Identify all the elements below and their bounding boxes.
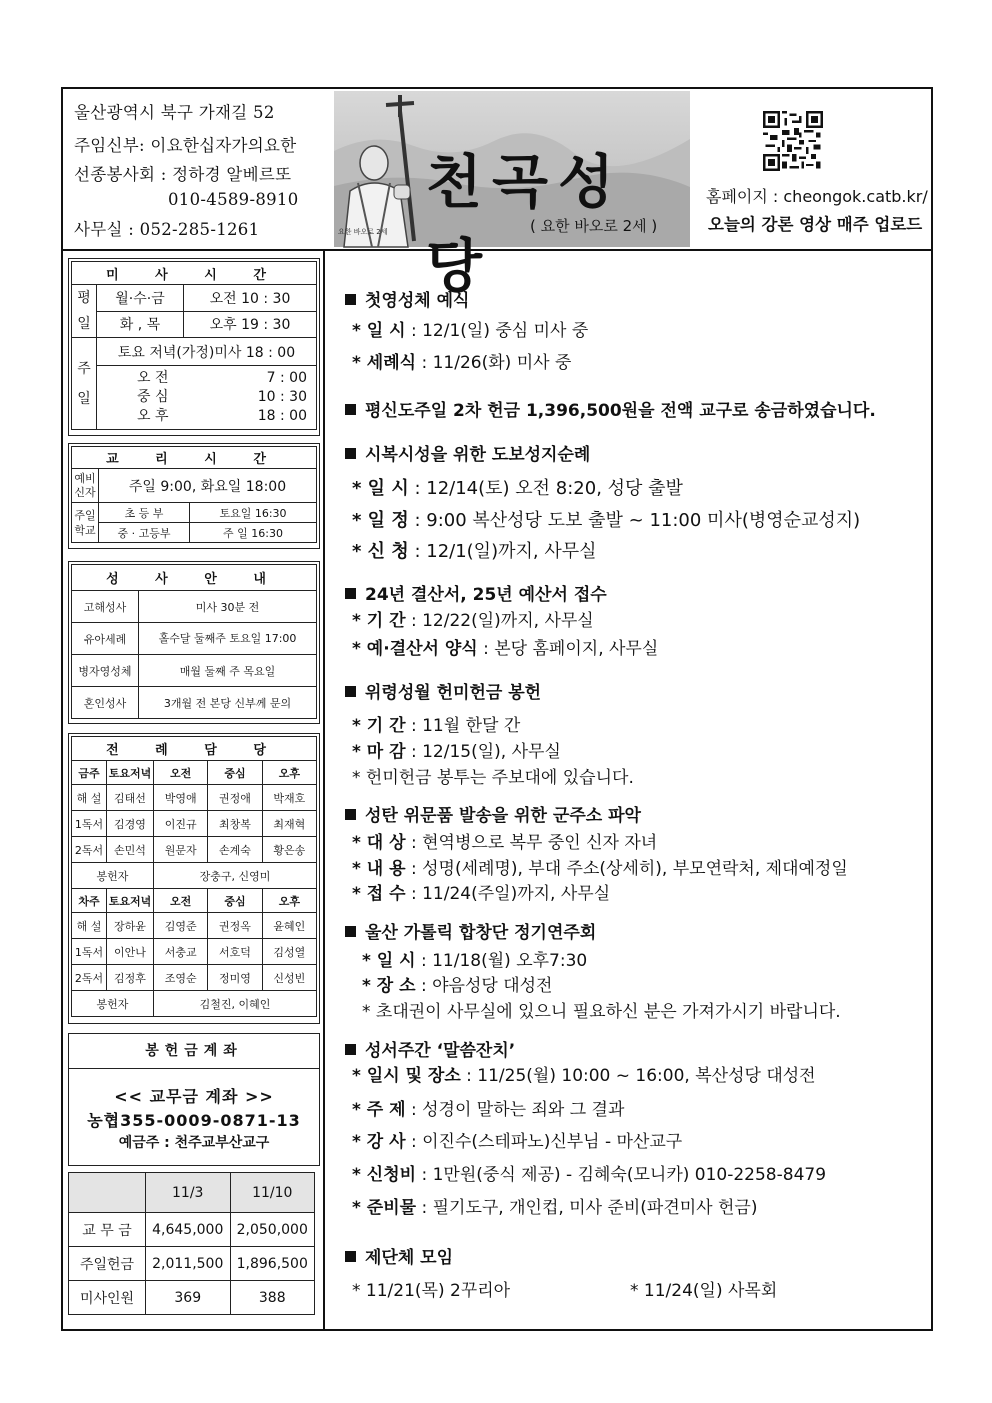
catechism-table	[71, 446, 317, 543]
table-row: 1독서 이안나 서충교 서호덕 김성열	[72, 939, 317, 965]
weekday-time: 오전 10 : 30	[184, 285, 317, 312]
liturgy-header: 토요저녁	[107, 889, 154, 913]
liturgy-header: 중심	[208, 889, 262, 913]
school-time: 토요일 16:30	[190, 503, 317, 523]
square-bullet-icon	[345, 1251, 356, 1262]
sunday-mass-row: 오 전 7 : 00	[137, 370, 307, 386]
notice-line: * 마 감 : 12/15(일), 사무실	[352, 742, 561, 762]
liturgy-title: 전 례 담 당	[72, 737, 317, 761]
sacraments-table	[71, 564, 317, 719]
liturgy-header: 금주	[72, 761, 107, 785]
notice-line: * 헌미헌금 봉투는 주보대에 있습니다.	[352, 768, 634, 788]
school-group: 초 등 부	[99, 503, 190, 523]
mass-times-table	[71, 261, 317, 430]
sacrament-info: 3개월 전 본당 신부께 문의	[139, 687, 317, 719]
square-bullet-icon	[345, 686, 356, 697]
square-bullet-icon	[345, 926, 356, 937]
notice-line: * 일 정 : 9:00 복산성당 도보 출발 ~ 11:00 미사(병영순교성지)	[352, 510, 861, 531]
notice-title: 성서주간 ‘말씀잔치’	[345, 1036, 515, 1061]
notice-line: * 일 시 : 12/14(토) 오전 8:20, 성당 출발	[352, 478, 683, 499]
church-address: 울산광역시 북구 가재길 52	[74, 103, 275, 122]
notice-line: * 초대권이 사무실에 있으니 필요하신 분은 가져가시기 바랍니다.	[362, 1002, 841, 1022]
table-row: 해 설 장하윤 김영준 권정옥 윤혜인	[72, 913, 317, 939]
account-label: << 교무금 계좌 >>	[114, 1087, 274, 1106]
church-banner	[334, 91, 690, 300]
weekday-days: 화 , 목	[97, 311, 184, 338]
square-bullet-icon	[345, 294, 356, 305]
catechumen-label: 예비신자	[72, 469, 99, 503]
square-bullet-icon	[345, 809, 356, 820]
notice-line: * 신 청 : 12/1(일)까지, 사무실	[352, 541, 597, 562]
notice-title: 울산 가톨릭 합창단 정기연주회	[345, 918, 596, 943]
liturgy-header: 오전	[154, 761, 208, 785]
finance-header	[69, 1173, 146, 1213]
sacrament-name: 혼인성사	[72, 687, 139, 719]
account-box	[68, 1033, 320, 1166]
finance-header: 11/10	[230, 1173, 315, 1213]
sunday-mass-row: 오 후 18 : 00	[137, 408, 307, 424]
account-title: 봉헌금계좌	[69, 1034, 319, 1069]
weekday-time: 오후 19 : 30	[184, 311, 317, 338]
square-bullet-icon	[345, 404, 356, 415]
notice-line: * 준비물 : 필기도구, 개인컵, 미사 준비(파견미사 헌금)	[352, 1198, 758, 1218]
mass-times-title: 미 사 시 간	[72, 262, 317, 285]
notice-line: * 주 제 : 성경이 말하는 죄와 그 결과	[352, 1100, 625, 1120]
liturgy-header: 오전	[154, 889, 208, 913]
sacraments-title: 성 사 안 내	[72, 565, 317, 591]
notice-line: * 세례식 : 11/26(화) 미사 중	[352, 353, 572, 373]
notice-title: 평신도주일 2차 헌금 1,396,500원을 전액 교구로 송금하였습니다.	[345, 396, 876, 421]
square-bullet-icon	[345, 448, 356, 459]
notice-line: * 일 시 : 11/18(월) 오후7:30	[362, 951, 588, 971]
weekday-days: 월·수·금	[97, 285, 184, 312]
sunday-mass-row: 중 심 10 : 30	[137, 389, 307, 405]
notice-line: * 장 소 : 야음성당 대성전	[362, 976, 553, 996]
notice-title: 시복시성을 위한 도보성지순례	[345, 440, 590, 465]
school-group: 중 · 고등부	[99, 523, 190, 543]
table-row: 미사인원 369 388	[69, 1281, 315, 1315]
sacrament-info: 미사 30분 전	[139, 591, 317, 623]
photo-caption: 요한 바오로 2세	[338, 228, 388, 236]
council-phone: 010-4589-8910	[168, 190, 299, 209]
finance-header: 11/3	[146, 1173, 231, 1213]
qr-code-icon[interactable]	[763, 111, 823, 171]
liturgy-table	[71, 736, 317, 1017]
patron-saint: ( 요한 바오로 2세 )	[530, 217, 658, 235]
notice-line: * 일시 및 장소 : 11/25(월) 10:00 ~ 16:00, 복산성당 대성전	[352, 1066, 816, 1086]
notice-line: * 예·결산서 양식 : 본당 홈페이지, 사무실	[352, 639, 659, 659]
sacrament-info: 홀수달 둘째주 토요일 17:00	[139, 623, 317, 655]
catechism-title: 교 리 시 간	[72, 447, 317, 469]
notice-title: 제단체 모임	[345, 1243, 453, 1268]
liturgy-header: 중심	[208, 761, 262, 785]
liturgy-header: 오후	[262, 761, 316, 785]
account-holder: 예금주 : 천주교부산교구	[118, 1135, 270, 1151]
account-number: 농협355-0009-0871-13	[87, 1111, 301, 1130]
sacrament-name: 병자영성체	[72, 655, 139, 687]
sacrament-info: 매월 둘째 주 목요일	[139, 655, 317, 687]
offering-row: 봉헌자 김철진, 이혜인	[72, 991, 317, 1017]
liturgy-header: 오후	[262, 889, 316, 913]
homepage-note: 오늘의 강론 영상 매주 업로드	[708, 215, 923, 234]
table-row: 교 무 금 4,645,000 2,050,000	[69, 1213, 315, 1247]
notice-title: 24년 결산서, 25년 예산서 접수	[345, 580, 607, 605]
column-divider	[323, 250, 325, 1331]
offering-row: 봉헌자 장충구, 신영미	[72, 863, 317, 889]
notice-line: * 접 수 : 11/24(주일)까지, 사무실	[352, 884, 611, 904]
table-row: 2독서 손민석 원문자 손계숙 황은송	[72, 837, 317, 863]
notice-line: * 내 용 : 성명(세례명), 부대 주소(상세히), 부모연락처, 제대예정일	[352, 859, 848, 879]
notice-title: 성탄 위문품 발송을 위한 군주소 파악	[345, 801, 641, 826]
notice-line: * 11/24(일) 사목회	[630, 1281, 778, 1301]
square-bullet-icon	[345, 588, 356, 599]
notice-line: * 일 시 : 12/1(일) 중심 미사 중	[352, 321, 589, 341]
finance-table	[68, 1172, 315, 1315]
saturday-evening-mass: 토요 저녁(가정)미사 18 : 00	[97, 338, 317, 366]
table-row: 1독서 김경영 이진규 최창복 최재혁	[72, 811, 317, 837]
liturgy-header: 차주	[72, 889, 107, 913]
weekday-label: 평일	[72, 285, 97, 338]
sacrament-name: 고해성사	[72, 591, 139, 623]
church-name: 천곡성당	[426, 148, 625, 300]
notice-line: * 기 간 : 11월 한달 간	[352, 716, 521, 736]
table-row: 주일헌금 2,011,500 1,896,500	[69, 1247, 315, 1281]
sunday-label: 주일	[72, 338, 97, 430]
homepage-link[interactable]: 홈페이지 : cheongok.catb.kr/	[706, 187, 928, 206]
notice-line: * 강 사 : 이진수(스테파노)신부님 - 마산교구	[352, 1132, 683, 1152]
council-name: 선종봉사회 : 정하경 알베르또	[74, 165, 292, 184]
notice-title: 첫영성체 예식	[345, 286, 469, 311]
square-bullet-icon	[345, 1044, 356, 1055]
notice-line: * 기 간 : 12/22(일)까지, 사무실	[352, 611, 594, 631]
school-time: 주 일 16:30	[190, 523, 317, 543]
notice-line: * 신청비 : 1만원(중식 제공) - 김혜숙(모니카) 010-2258-8479	[352, 1165, 827, 1185]
notice-line: * 11/21(목) 2꾸리아	[352, 1281, 511, 1301]
sacrament-name: 유아세례	[72, 623, 139, 655]
sunday-school-label: 주일학교	[72, 503, 99, 543]
table-row: 2독서 김정후 조영순 정미영 신성빈	[72, 965, 317, 991]
notice-title: 위령성월 헌미헌금 봉헌	[345, 678, 541, 703]
liturgy-header: 토요저녁	[107, 761, 154, 785]
pastor-name: 주임신부: 이요한십자가의요한	[74, 136, 297, 155]
notice-line: * 대 상 : 현역병으로 복무 중인 신자 자녀	[352, 833, 658, 853]
catechumen-time: 주일 9:00, 화요일 18:00	[99, 469, 317, 503]
office-phone: 사무실 : 052-285-1261	[74, 220, 260, 239]
table-row: 해 설 김태선 박영애 권정애 박재호	[72, 785, 317, 811]
sunday-mass-list	[97, 366, 317, 430]
